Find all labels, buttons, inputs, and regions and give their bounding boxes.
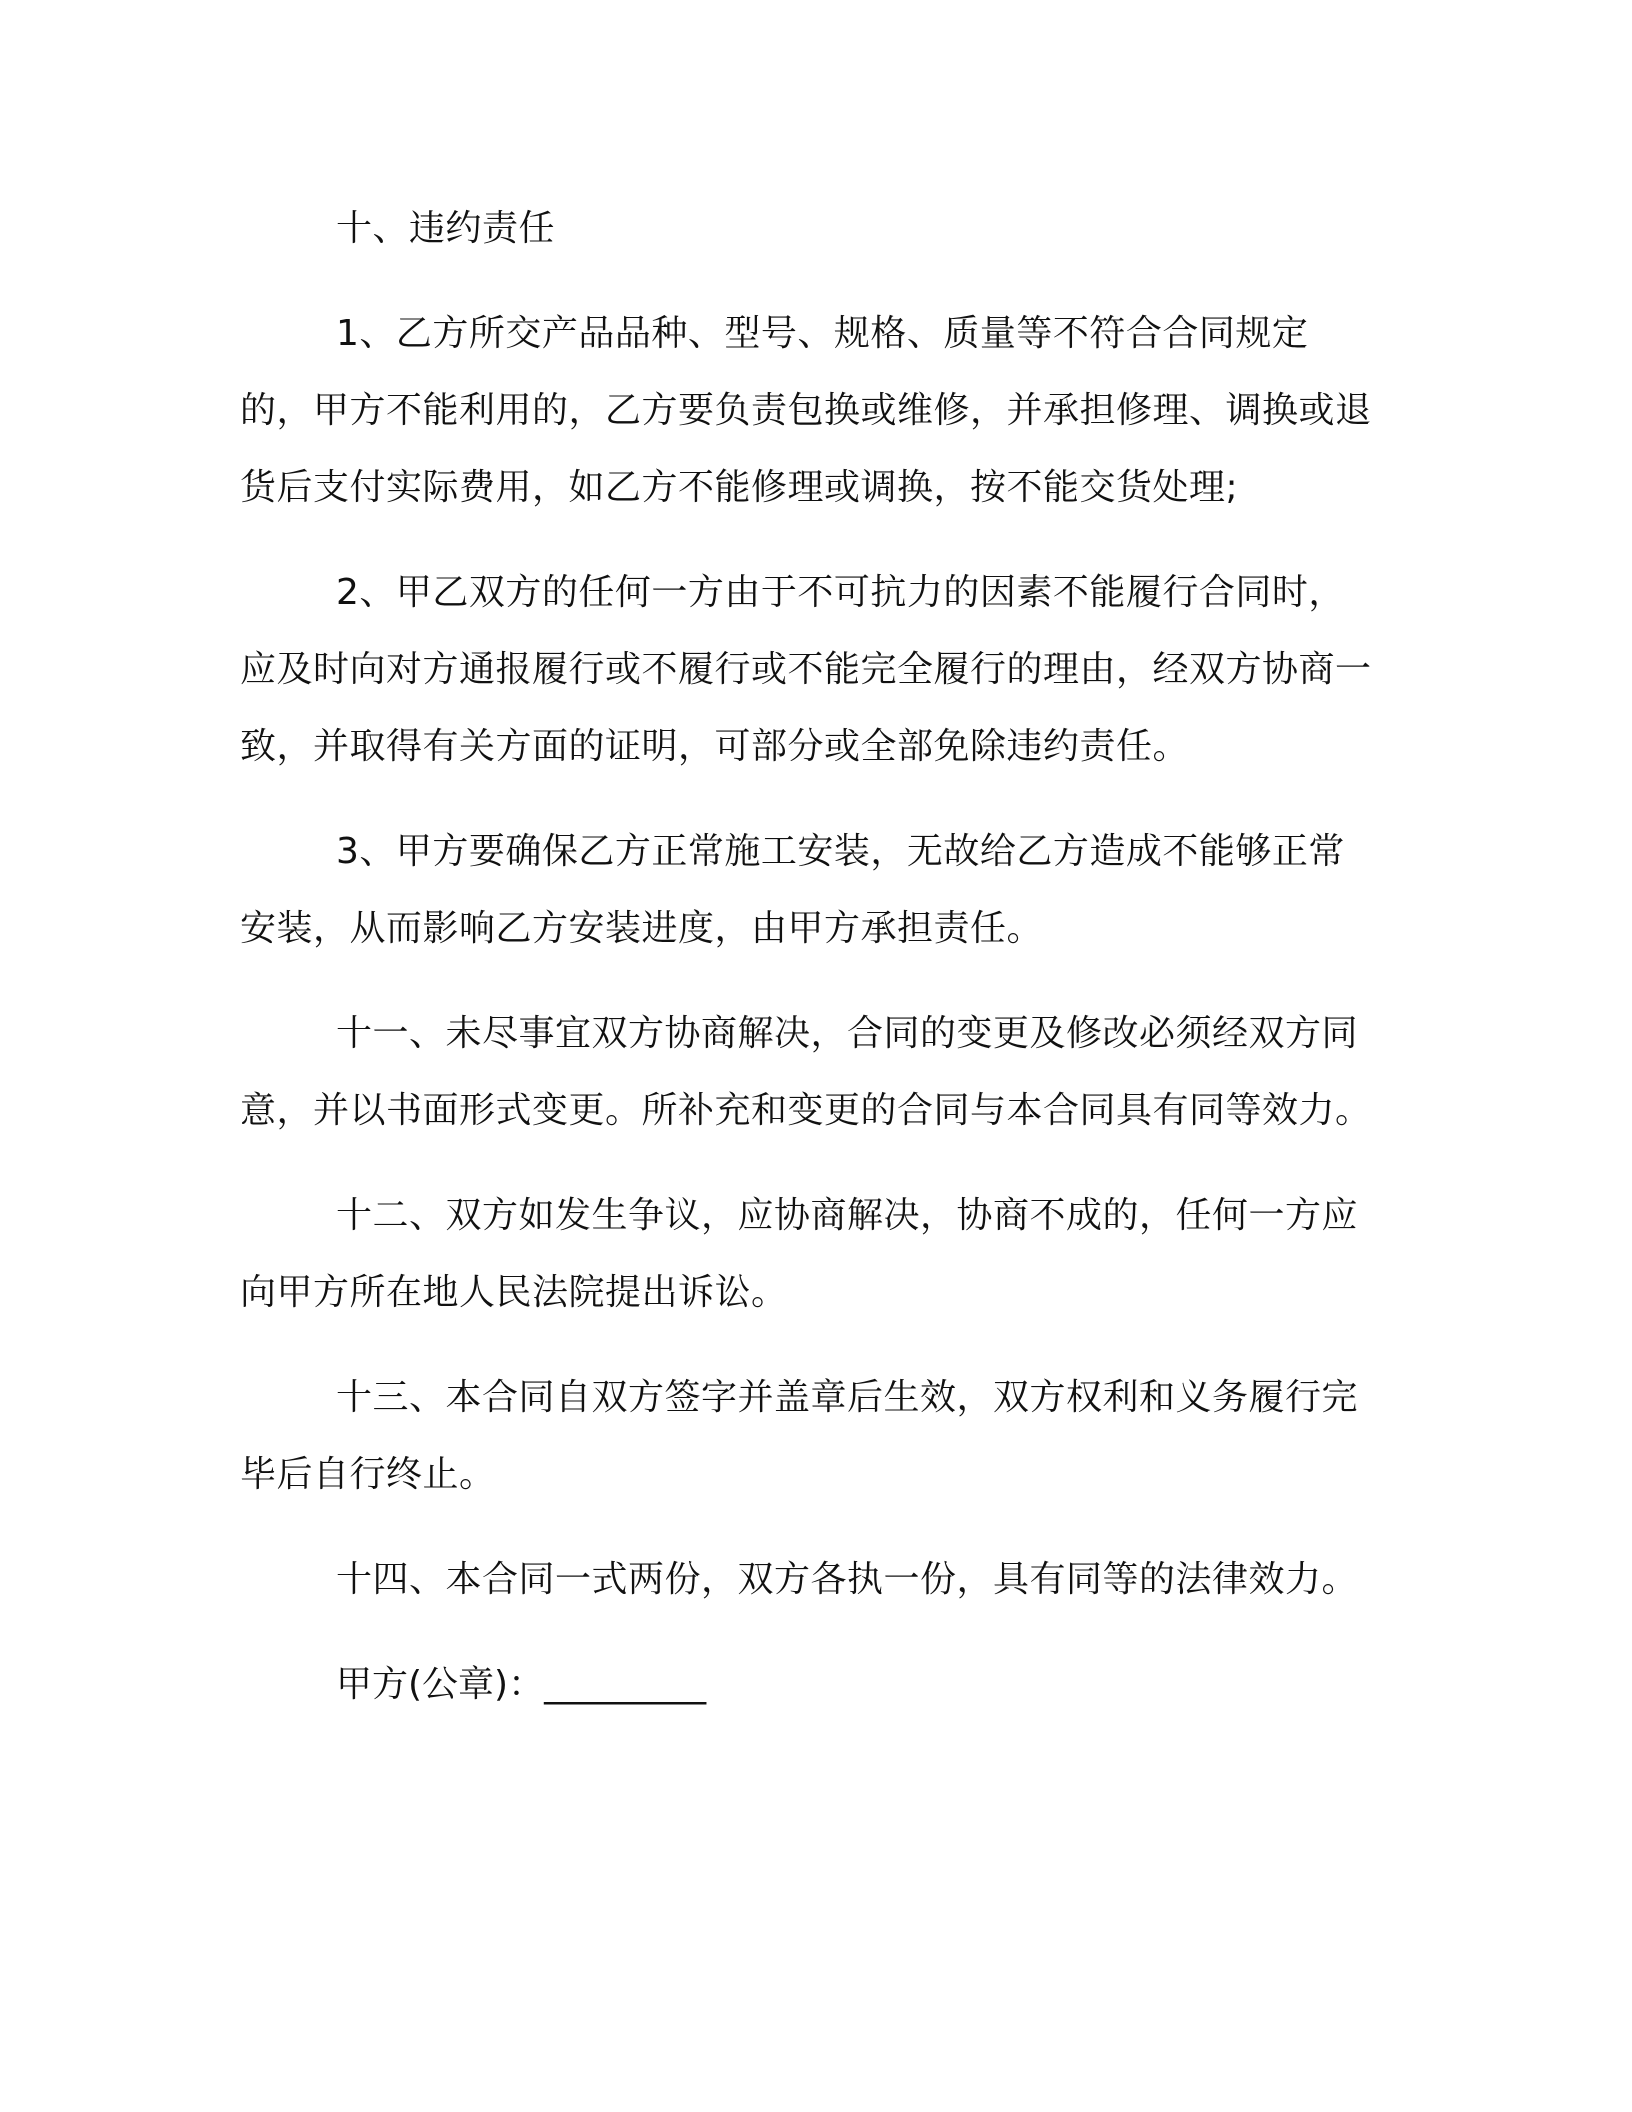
paragraph-gap <box>240 1513 1380 1541</box>
section-heading: 十、违约责任 <box>336 208 556 249</box>
clause-11: 十一、未尽事宜双方协商解决，合同的变更及修改必须经双方同意，并以书面形式变更。所补充和变更的合同与本合同具有同等效力。 <box>240 1013 1372 1131</box>
paragraph-gap <box>240 526 1380 554</box>
paragraph-1: 1、乙方所交产品品种、型号、规格、质量等不符合合同规定的，甲方不能利用的，乙方要负责包换或维修，并承担修理、调换或退货后支付实际费用，如乙方不能修理或调换，按不能交货处理; <box>240 313 1372 508</box>
paragraph-3: 3、甲方要确保乙方正常施工安装，无故给乙方造成不能够正常安装，从而影响乙方安装进度，由甲方承担责任。 <box>240 831 1345 949</box>
signature-line: 甲方(公章)：_________ <box>336 1664 707 1705</box>
paragraph-gap <box>240 967 1380 995</box>
paragraph-gap <box>240 1149 1380 1177</box>
clause-12: 十二、双方如发生争议，应协商解决，协商不成的，任何一方应向甲方所在地人民法院提出诉讼。 <box>240 1195 1359 1313</box>
clause-14: 十四、本合同一式两份，双方各执一份，具有同等的法律效力。 <box>336 1559 1359 1600</box>
clause-13: 十三、本合同自双方签字并盖章后生效，双方权利和义务履行完毕后自行终止。 <box>240 1377 1359 1495</box>
paragraph-gap <box>240 1331 1380 1359</box>
paragraph-gap <box>240 785 1380 813</box>
document-body <box>240 190 1380 1723</box>
paragraph-2: 2、甲乙双方的任何一方由于不可抗力的因素不能履行合同时，应及时向对方通报履行或不履行或不能完全履行的理由，经双方协商一致，并取得有关方面的证明，可部分或全部免除违约责任。 <box>240 572 1372 767</box>
paragraph-gap <box>240 1618 1380 1646</box>
